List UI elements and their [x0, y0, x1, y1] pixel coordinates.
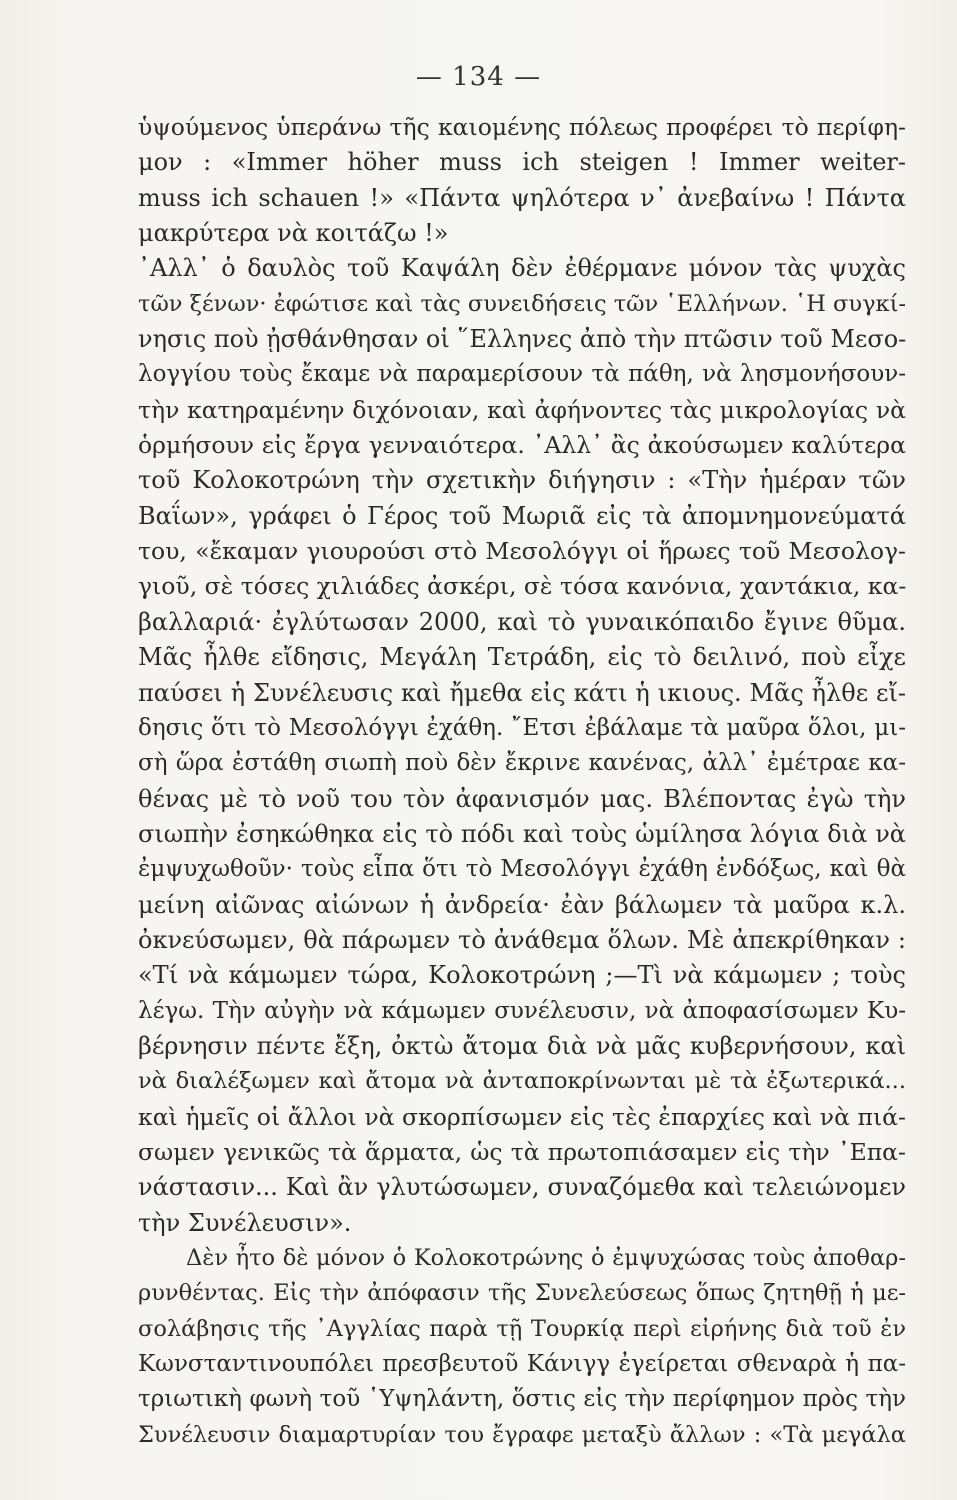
text-line: τοῦ Κολοκοτρώνη τὴν σχετικὴν διήγησιν : «Τὴν ἡμέραν τῶν [138, 466, 906, 495]
text-line: τὴν Συνέλευσιν». [138, 1208, 352, 1237]
text-line: παύσει ἡ Συνέλευσις καὶ ἤμεθα εἰς κάτι ἡ ικιους. Μᾶς ἦλθε εἴ- [138, 678, 906, 707]
text-line: μακρύτερα νὰ κοιτάζω !» [138, 219, 449, 248]
text-line: σιωπὴν ἐσηκώθηκα εἰς τὸ πόδι καὶ τοὺς ὡμίλησα λόγια διὰ νὰ [138, 819, 906, 848]
text-line: τῶν ξένων· ἐφώτισε καὶ τὰς συνειδήσεις τῶν ῾Ελλήνων. ῾Η συγκί- [138, 290, 906, 317]
text-line: σωμεν γενικῶς τὰ ἅρματα, ὡς τὰ πρωτοπιάσαμεν εἰς τὴν ᾿Επα- [138, 1137, 906, 1166]
text-line: νὰ διαλέξωμεν καὶ ἄτομα νὰ ἀνταποκρίνωνται μὲ τὰ ἐξωτερικά... [138, 1068, 906, 1095]
text-line: του, «ἔκαμαν γιουρούσι στὸ Μεσολόγγι οἱ ἥρωες τοῦ Μεσολογ- [138, 537, 906, 566]
text-line: ὑψούμενος ὑπεράνω τῆς καιομένης πόλεως προφέρει τὸ περίφη- [138, 113, 906, 141]
text-line: δησις ὅτι τὸ Μεσολόγγι ἐχάθη. ῎Ετσι ἐβάλαμε τὰ μαῦρα ὅλοι, μι- [138, 714, 906, 741]
text-line: ρυνθέντας. Εἰς τὴν ἀπόφασιν τῆς Συνελεύσεως ὅπως ζητηθῇ ἡ με- [138, 1280, 906, 1307]
page-number: — 134 — [415, 62, 542, 92]
text-line: τὴν κατηραμένην διχόνοιαν, καὶ ἀφήνοντες τὰς μικρολογίας νὰ [138, 395, 906, 424]
text-line: Συνέλευσιν διαμαρτυρίαν του ἔγραφε μεταξὺ ἄλλων : «Τὰ μεγάλα [138, 1421, 906, 1448]
body-text [138, 110, 906, 1453]
text-line: ἐμψυχωθοῦν· τοὺς εἶπα ὅτι τὸ Μεσολόγγι ἐχάθη ἐνδόξως, καὶ θὰ [138, 856, 906, 883]
text-line: γιοῦ, σὲ τόσες χιλιάδες ἀσκέρι, σὲ τόσα κανόνια, χαντάκια, κα- [138, 572, 906, 601]
text-line: μείνη αἰῶνας αἰώνων ἡ ἀνδρεία· ἐὰν βάλωμεν τὰ μαῦρα κ.λ. [138, 890, 906, 919]
text-line: μον : «Immer höher muss ich steigen ! Immer weiter- [138, 148, 906, 177]
text-line: βαλλαριά· ἐγλύτωσαν 2000, καὶ τὸ γυναικόπαιδο ἔγινε θῦμα. [138, 607, 906, 636]
text-line: τριωτικὴ φωνὴ τοῦ ῾Υψηλάντη, ὅστις εἰς τὴν περίφημον πρὸς τὴν [138, 1386, 906, 1413]
text-line: Κωνσταντινουπόλει πρεσβευτοῦ Κάνιγγ ἐγείρεται σθεναρὰ ἡ πα- [138, 1351, 906, 1378]
text-line: θένας μὲ τὸ νοῦ του τὸν ἀφανισμόν μας. Βλέποντας ἐγὼ τὴν [138, 784, 906, 813]
text-line: λογγίου τοὺς ἔκαμε νὰ παραμερίσουν τὰ πάθη, νὰ λησμονήσουν- [138, 361, 906, 388]
text-line: νησις ποὺ ᾐσθάνθησαν οἱ ῞Ελληνες ἀπὸ τὴν πτῶσιν τοῦ Μεσο- [138, 325, 906, 354]
text-line: νάστασιν... Καὶ ἂν γλυτώσωμεν, συναζόμεθα καὶ τελειώνομεν [138, 1173, 906, 1202]
text-line: βέρνησιν πέντε ἔξη, ὀκτὼ ἄτομα διὰ νὰ μᾶς κυβερνήσουν, καὶ [138, 1031, 906, 1060]
text-line: ὀκνεύσωμεν, θὰ πάρωμεν τὸ ἀνάθεμα ὅλων. Μὲ ἀπεκρίθηκαν : [138, 925, 906, 954]
text-line: Δὲν ἦτο δὲ μόνον ὁ Κολοκοτρώνης ὁ ἐμψυχώσας τοὺς ἀποθαρ- [186, 1245, 906, 1271]
text-line: muss ich schauen !» «Πάντα ψηλότερα ν᾿ ἀνεβαίνω ! Πάντα [138, 183, 906, 212]
text-line: λέγω. Τὴν αὐγὴν νὰ κάμωμεν συνέλευσιν, νὰ ἀποφασίσωμεν Κυ- [138, 997, 906, 1024]
text-line: ὁρμήσουν εἰς ἔργα γενναιότερα. ᾿Αλλ᾿ ἂς ἀκούσωμεν καλύτερα [138, 431, 906, 460]
text-line: ᾿Αλλ᾿ ὁ δαυλὸς τοῦ Καψάλη δὲν ἐθέρμανε μόνον τὰς ψυχὰς [138, 254, 906, 283]
text-line: καὶ ἡμεῖς οἱ ἄλλοι νὰ σκορπίσωμεν εἰς τὲς ἐπαρχίες καὶ νὰ πιά- [138, 1102, 906, 1131]
text-line: Μᾶς ἦλθε εἴδησις, Μεγάλη Τετράδη, εἰς τὸ δειλινό, ποὺ εἶχε [138, 643, 906, 672]
text-line: Βαΐων», γράφει ὁ Γέρος τοῦ Μωριᾶ εἰς τὰ ἀπομνημονεύματά [138, 501, 906, 530]
text-line: σολάβησις τῆς ᾿Αγγλίας παρὰ τῇ Τουρκίᾳ περὶ εἰρήνης διὰ τοῦ ἐν [138, 1315, 906, 1342]
text-line: «Τί νὰ κάμωμεν τώρα, Κολοκοτρώνη ;—Τὶ νὰ κάμωμεν ; τοὺς [138, 961, 906, 990]
text-line: σὴ ὥρα ἐστάθη σιωπὴ ποὺ δὲν ἔκρινε κανένας, ἀλλ᾿ ἐμέτραε κα- [138, 750, 906, 777]
